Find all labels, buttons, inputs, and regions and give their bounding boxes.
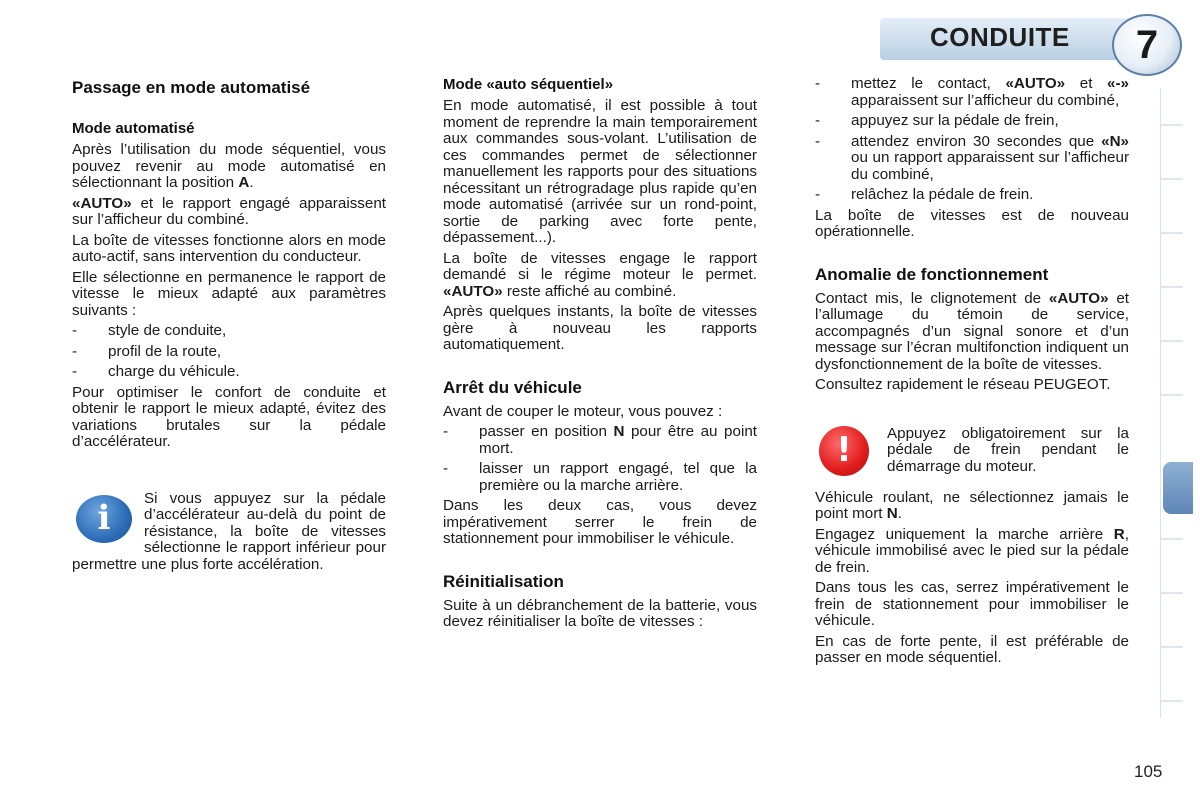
paragraph: Engagez uniquement la marche arrière R, véhicule immobilisé avec le pied sur la pédale de frein. bbox=[815, 525, 1129, 576]
list-item: - attendez environ 30 secondes que «N» ou un rapport apparaissent sur l’afficheur du combiné, bbox=[815, 132, 1129, 183]
list-item: - profil de la route, bbox=[72, 342, 222, 360]
chapter-tab[interactable] bbox=[1161, 232, 1183, 234]
paragraph: Consultez rapidement le réseau PEUGEOT. bbox=[815, 376, 1111, 393]
paragraph: La boîte de vitesses fonctionne alors en mode auto-actif, sans intervention du conducteur. bbox=[72, 231, 386, 265]
section-heading: Anomalie de fonctionnement bbox=[815, 264, 1049, 284]
info-note bbox=[72, 491, 386, 574]
chapter-tab-active[interactable] bbox=[1163, 462, 1193, 514]
subsection-heading: Mode automatisé bbox=[72, 120, 195, 137]
chapter-tab[interactable] bbox=[1161, 286, 1183, 288]
paragraph: La boîte de vitesses est de nouveau opérationnelle. bbox=[815, 206, 1129, 240]
paragraph: Suite à un débranchement de la batterie, vous devez réinitialiser la boîte de vitesses : bbox=[443, 596, 757, 630]
chapter-title: CONDUITE bbox=[930, 22, 1070, 52]
paragraph: En cas de forte pente, il est préférable de passer en mode séquentiel. bbox=[815, 632, 1129, 666]
list-item: - laisser un rapport engagé, tel que la première ou la marche arrière. bbox=[443, 460, 757, 494]
paragraph: Dans tous les cas, serrez impérativement le frein de stationnement pour immobiliser le véhicule. bbox=[815, 579, 1129, 629]
info-note-text: Si vous appuyez sur la pédale d’accélérateur au-delà du point de résistance, la boîte de vitesses sélectionne le rapport inférieur pour permettre une plus forte accélération. bbox=[72, 489, 386, 573]
info-icon: i bbox=[76, 495, 132, 543]
list-item: - style de conduite, bbox=[72, 322, 227, 339]
paragraph: Après quelques instants, la boîte de vitesses gère à nouveau les rapports automatiquement. bbox=[443, 303, 757, 353]
page-number: 105 bbox=[1134, 762, 1163, 781]
list-item: - appuyez sur la pédale de frein, bbox=[815, 112, 1059, 129]
paragraph: La boîte de vitesses engage le rapport demandé si le régime moteur le permet. «AUTO» reste affiché au combiné. bbox=[443, 249, 757, 300]
chapter-tab[interactable] bbox=[1161, 592, 1183, 594]
section-heading: Arrêt du véhicule bbox=[443, 377, 582, 397]
warning-note-text: Appuyez obligatoirement sur la pédale de frein pendant le démarrage du moteur. bbox=[887, 424, 1129, 475]
chapter-tab[interactable] bbox=[1161, 394, 1183, 396]
chapter-tab[interactable] bbox=[1161, 646, 1183, 648]
paragraph: Elle sélectionne en permanence le rapport de vitesse le mieux adapté aux paramètres suivants : bbox=[72, 268, 386, 319]
list-item: - charge du véhicule. bbox=[72, 363, 240, 380]
chapter-tab[interactable] bbox=[1161, 700, 1183, 702]
paragraph: Pour optimiser le confort de conduite et obtenir le rapport le mieux adapté, évitez des variations brutales sur la pédale d’accélérateur. bbox=[72, 383, 386, 450]
paragraph: Véhicule roulant, ne sélectionnez jamais le point mort N. bbox=[815, 488, 1129, 522]
chapter-tab[interactable] bbox=[1161, 538, 1183, 540]
column-middle bbox=[443, 76, 757, 635]
section-heading: Réinitialisation bbox=[443, 571, 564, 591]
paragraph: Contact mis, le clignotement de «AUTO» et l’allumage du témoin de service, accompagnés d’un signal sonore et d’un message sur l’écran multifonction indiquent un dysfonctionnement de la boîte de vitesses. bbox=[815, 289, 1129, 373]
list-item: - passer en position N pour être au point mort. bbox=[443, 423, 757, 457]
exclamation-icon: ! bbox=[819, 426, 869, 476]
chapter-tab-strip bbox=[1160, 88, 1182, 718]
paragraph: Dans les deux cas, vous devez impérativement serrer le frein de stationnement pour immobiliser le véhicule. bbox=[443, 497, 757, 547]
paragraph: Avant de couper le moteur, vous pouvez : bbox=[443, 402, 723, 420]
list-item: - relâchez la pédale de frein. bbox=[815, 186, 1034, 203]
paragraph: «AUTO» et le rapport engagé apparaissent sur l’afficheur du combiné. bbox=[72, 194, 386, 228]
column-right bbox=[815, 76, 1129, 671]
chapter-tab[interactable] bbox=[1161, 124, 1183, 126]
warning-note bbox=[815, 426, 1129, 490]
chapter-tab[interactable] bbox=[1161, 340, 1183, 342]
chapter-tab[interactable] bbox=[1161, 178, 1183, 180]
list-item: - mettez le contact, «AUTO» et «-» apparaissent sur l’afficheur du combiné, bbox=[815, 75, 1129, 109]
chapter-number-badge: 7 bbox=[1112, 14, 1182, 76]
paragraph: En mode automatisé, il est possible à tout moment de reprendre la main temporairement aux commandes sous-volant. L’utilisation de ces commandes permet de sélectionner manuellement les rapports pour des situations nécessitant un rétrogradage plus rapide qu’en mode automatisé (arrivée sur un rond-point, sortie de parking avec forte pente, dépassement...). bbox=[443, 97, 757, 246]
paragraph: Après l’utilisation du mode séquentiel, vous pouvez revenir au mode automatisé en sélectionnant la position A. bbox=[72, 141, 386, 191]
column-left bbox=[72, 76, 386, 577]
subsection-heading: Mode «auto séquentiel» bbox=[443, 76, 614, 93]
section-heading: Passage en mode automatisé bbox=[72, 78, 311, 97]
